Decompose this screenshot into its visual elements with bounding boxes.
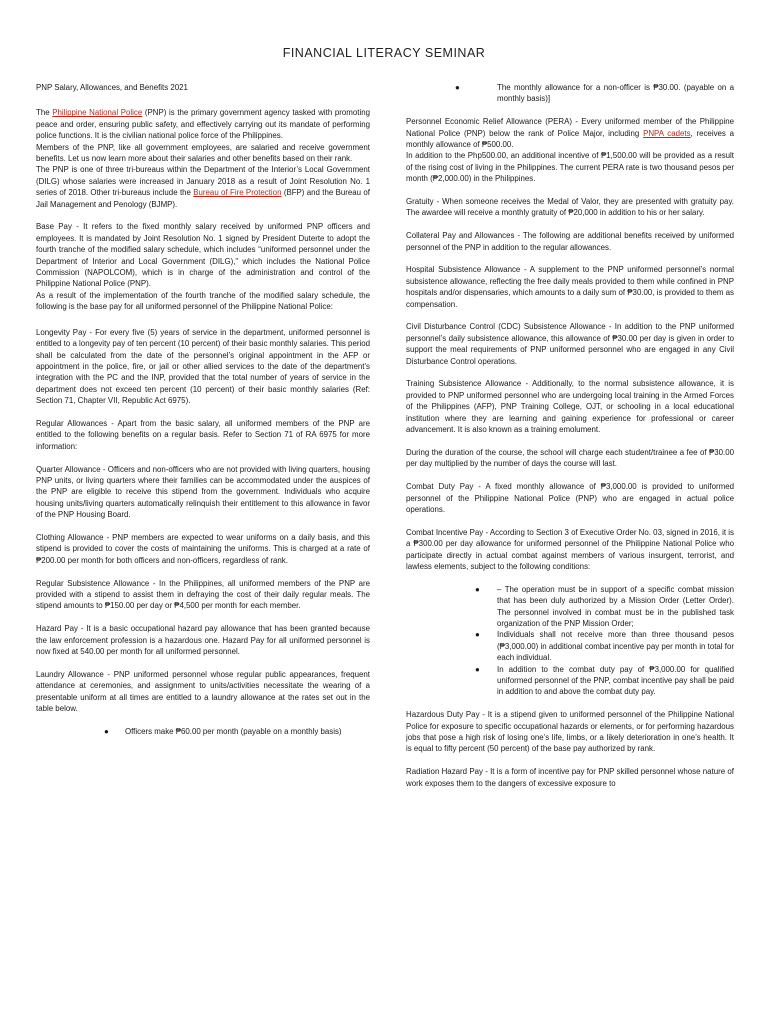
bullet-icon: ● [455,83,460,92]
hazardous-duty-pay-paragraph: Hazardous Duty Pay - It is a stipend given to uniformed personnel of the Philippine National Police for exposure to specific occupational hazards or elements, or for performing hazardous jobs that pose a high risk of losing one’s life, limbs, or a likely deterioration in one’s health. It is equal to fifty percent (50 percent) of the base pay authorized by rank. [406,710,734,754]
left-column [36,82,370,737]
pera-paragraph-2: In addition to the Php500.00, an additional incentive of ₱1,500.00 will be provided as a result of the rising cost of living in the Philippines. The current PERA rate is two thousand pesos per month (₱2,000.00) in the Philippines. [406,151,734,184]
subsistence-allowance-paragraph: Regular Subsistence Allowance - In the Philippines, all uniformed members of the PNP are provided with a stipend to assist them in defraying the cost of their daily regular meals. The stipend amounts to ₱150.00 per day or ₱4,500 per month for each member. [36,578,370,611]
cdc-subsistence-paragraph: Civil Disturbance Control (CDC) Subsistence Allowance - In addition to the PNP uniformed personnel’s daily subsistence allowance, this allowance of ₱30.00 per day is given in order to support the meal requirements of PNP uniformed personnel who are engaged in any Civil Disturbance Control operations. [406,322,734,366]
list-item: ● The monthly allowance for a non-officer is ₱30.00. (payable on a monthly basis)] [455,83,734,104]
radiation-hazard-pay-paragraph: Radiation Hazard Pay - It is a form of incentive pay for PNP skilled personnel whose nature of work exposes them to the dangers of excessive exposure to [406,767,734,788]
right-column [406,82,734,789]
conditions-bullet-list [406,584,734,698]
collateral-paragraph: Collateral Pay and Allowances - The following are additional benefits received by uniformed personnel of the PNP in addition to the regular allowances. [406,231,734,252]
training-subsistence-paragraph: Training Subsistence Allowance - Additionally, to the normal subsistence allowance, it is provided to PNP uniformed personnel who are undergoing local training in the Armed Forces of the Philippines (AFP), PNP Training College, OJT, or schooling in a local educational institution where they are learning and gaining experience for professional or career advancement. It is also known as a training emolument. [406,379,734,435]
document-title: FINANCIAL LITERACY SEMINAR [282,46,486,60]
list-item: ● In addition to the combat duty pay of ₱3,000.00 for qualified uniformed personnel of the PNP, combat incentive pay shall be paid in addition to and above the combat duty pay. [475,664,734,697]
intro-paragraph: The Philippine National Police (PNP) is the primary government agency tasked with promoting peace and order, ensuring public safety, and effectively carrying out its mandate of performing police functions. It is the civilian national police force of the Philippines. [36,108,370,141]
clothing-allowance-paragraph: Clothing Allowance - PNP members are expected to wear uniforms on a daily basis, and this stipend is provided to cover the costs of maintaining the uniforms. This is charged at a rate of ₱200.00 per month for both officers and non-officers, regardless of rank. [36,532,370,565]
base-pay-paragraph-2: As a result of the implementation of the fourth tranche of the modified salary schedule, the following is the base pay for all uniformed personnel of the Philippine National Police: [36,290,370,312]
laundry-bullet-list [36,726,370,737]
section-heading: PNP Salary, Allowances, and Benefits 2021 [36,83,188,92]
quarter-allowance-paragraph: Quarter Allowance - Officers and non-officers who are not provided with living quarters, housing PNP units, or living quarters where their families can be accommodated under the auspices of the PNP are eligible to receive this stipend from the government. Individuals who acquire housing units/living quarters automatically relinquish their entitlement to this allowance in favor of the PNP Housing Board. [36,464,370,520]
hazard-pay-paragraph: Hazard Pay - It is a basic occupational hazard pay allowance that has been granted because the law enforcement profession is a hazardous one. Hazard Pay for all uniformed personnel is now fixed at 540.00 per month for all uniformed personnel. [36,624,370,656]
laundry-allowance-paragraph: Laundry Allowance - PNP uniformed personnel whose regular public appearances, frequent attendance at ceremonies, and assignment to units/activities necessitate the wearing of a presentable uniform at all times are entitled to a laundry allowance at the rates set out in the table below. [36,669,370,714]
pnp-link[interactable]: Philippine National Police [52,108,143,118]
base-pay-paragraph: Base Pay - It refers to the fixed monthly salary received by uniformed PNP officers and employees. It is mandated by Joint Resolution No. 1 signed by President Duterte to adopt the fourth tranche of the modified salary schedule, which includes “uniformed personnel under the Department of Interior and Local Government (DILG),” which includes the National Police Commission (NAPOLCOM), which is in charge of the administration and control of the Philippine National Police (PNP). [36,222,370,289]
bullet-icon: ● [475,664,480,674]
bullet-icon: ● [475,630,480,640]
list-item: ● Officers make ₱60.00 per month (payable on a monthly basis) [104,726,342,736]
list-item: ● Individuals shall not receive more than three thousand pesos (₱3,000.00) in additional combat incentive pay per month in total for each individual. [475,630,734,663]
longevity-pay-paragraph: Longevity Pay - For every five (5) years of service in the department, uniformed personnel is entitled to a longevity pay of ten percent (10 percent) of their basic monthly salaries. This period shall be calculated from the date of the personnel’s original appointment in the AFP or appointment in the police, fire, or jail or other allied services to the date of the department’s integration with the PC and the INP, provided that the total number of years of service in the department does not exceed ten percent (10 percent) of their basic monthly salaries (Ref: Section 71, Chapter VII, Republic Act 6975). [36,327,370,406]
combat-duty-pay-paragraph: Combat Duty Pay - A fixed monthly allowance of ₱3,000.00 is provided to uniformed personnel of the Philippine National Police (PNP) who are engaged in actual police operations. [406,482,734,514]
bfp-link[interactable]: Bureau of Fire Protection [193,188,282,198]
intro-paragraph-2: Members of the PNP, like all government employees, are salaried and receive government benefits. Let us now learn more about their salaries and other benefits based on their rank. [36,142,370,164]
pnpa-cadets-link[interactable]: PNPA cadets [643,128,691,138]
regular-allowances-paragraph: Regular Allowances - Apart from the basic salary, all uniformed members of the PNP are entitled to the following benefits on a regular basis. Refer to Section 71 of RA 6975 for more information: [36,418,370,451]
laundry-bullet-list-cont [406,82,734,105]
combat-incentive-pay-paragraph: Combat Incentive Pay - According to Section 3 of Executive Order No. 03, signed in 2016, it is a ₱300.00 per day allowance for uniformed personnel of the Philippine National Police who participate directly in actual combat against members of various insurgent, terrorist, and lawless elements, subject to the following conditions: [406,527,734,571]
bullet-icon: ● [104,726,109,736]
hospital-subsistence-paragraph: Hospital Subsistence Allowance - A supplement to the PNP uniformed personnel’s normal subsistence allowance, reflecting the free daily meals provided to them while confined in PNP hospitals and/or dispensaries, which amounts to a daily sum of ₱30.00, is provided to them as compensation. [406,265,734,309]
pera-paragraph: Personnel Economic Relief Allowance (PERA) - Every uniformed member of the Philippine National Police (PNP) below the rank of Police Major, including PNPA cadets, receives a monthly allowance of ₱500.00. [406,117,734,150]
list-item: ● – The operation must be in support of a specific combat mission that has been duly authorized by a Mission Order (Letter Order). The personnel involved in combat must be in the published task organization of the PNP Mission Order; [475,584,734,628]
course-fee-paragraph: During the duration of the course, the school will charge each student/trainee a fee of ₱30.00 per day multiplied by the number of days the course will last. [406,447,734,469]
intro-paragraph-3: The PNP is one of three tri-bureaus within the Department of the Interior’s Local Government (DILG) whose salaries were increased in January 2018 as a result of Joint Resolution No. 1 series of 2018. Other tri-bureaus include the Bureau of Fire Protection (BFP) and the Bureau of Jail Management and Penology (BJMP). [36,165,370,209]
bullet-icon: ● [475,584,480,594]
gratuity-paragraph: Gratuity - When someone receives the Medal of Valor, they are presented with gratuity pay. The awardee will receive a monthly gratuity of ₱20,000 in addition to his or her salary. [406,197,734,218]
